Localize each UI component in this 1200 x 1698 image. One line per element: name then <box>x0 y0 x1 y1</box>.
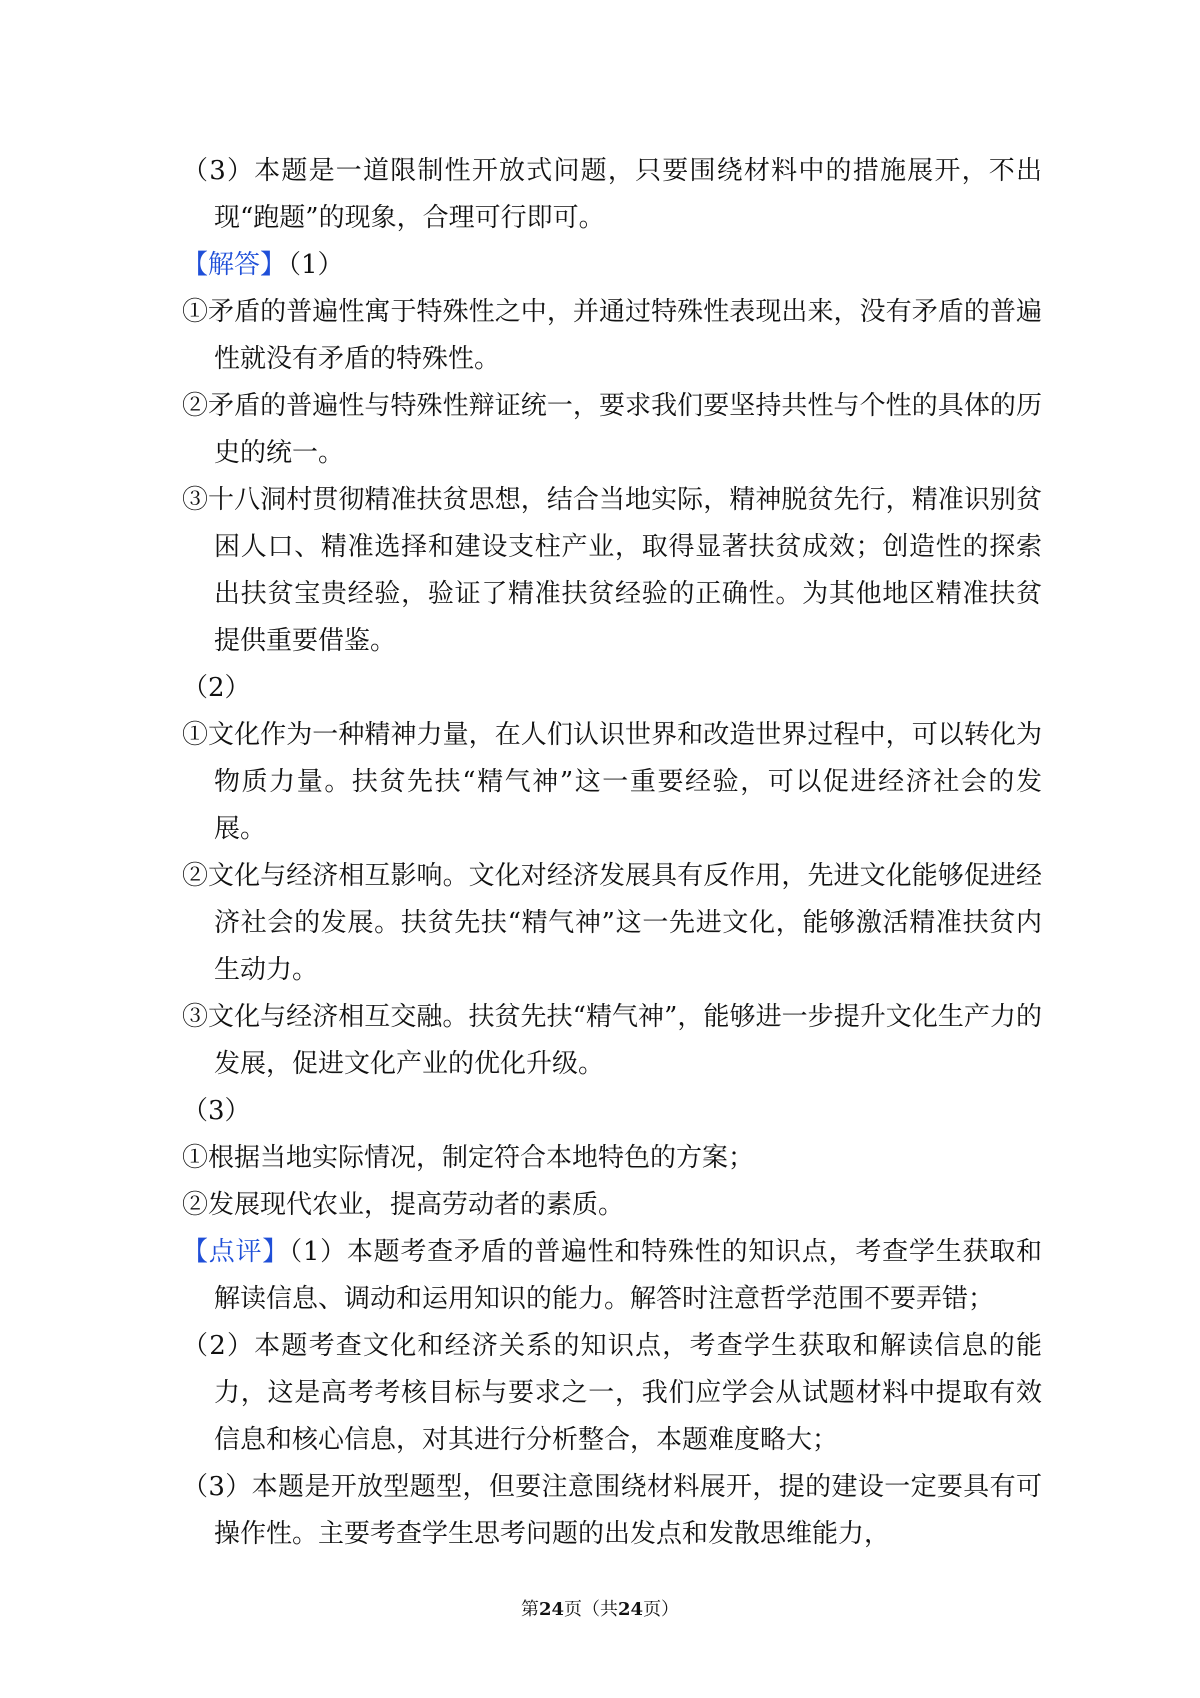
page-footer <box>0 1595 1200 1621</box>
footer-middle: 页（共 <box>564 1599 618 1620</box>
footer-prefix: 第 <box>520 1599 539 1620</box>
document-body <box>182 148 1042 1558</box>
answer-part2-item: ①文化作为一种精神力量，在人们认识世界和改造世界过程中，可以转化为物质力量。扶贫先扶“精气神”这一重要经验，可以促进经济社会的发展。 <box>182 720 1042 844</box>
footer-total-pages: 24 <box>618 1599 644 1620</box>
comment-tag: 【点评】 <box>182 1237 290 1267</box>
footer-page-number: 24 <box>538 1599 564 1620</box>
comment-paragraph-1 <box>182 1229 1042 1323</box>
answer-part1-item: ②矛盾的普遍性与特殊性辩证统一，要求我们要坚持共性与个性的具体的历史的统一。 <box>182 391 1042 468</box>
answer-part3-item: ②发展现代农业，提高劳动者的素质。 <box>182 1190 625 1220</box>
comment-p1-text: （1）本题考查矛盾的普遍性和特殊性的知识点，考查学生获取和解读信息、调动和运用知识的能力。解答时注意哲学范围不要弄错； <box>214 1237 1042 1314</box>
comment-paragraph-2: （2）本题考查文化和经济关系的知识点，考查学生获取和解读信息的能力，这是高考考核目标与要求之一，我们应学会从试题材料中提取有效信息和核心信息，对其进行分析整合，本题难度略大； <box>182 1331 1042 1455</box>
comment-paragraph-3: （3）本题是开放型题型，但要注意围绕材料展开，提的建设一定要具有可操作性。主要考查学生思考问题的出发点和发散思维能力， <box>182 1472 1042 1549</box>
answer-part3-number: （3） <box>182 1096 251 1126</box>
answer-tag: 【解答】 <box>182 250 287 280</box>
answer-part2-item: ③文化与经济相互交融。扶贫先扶“精气神”，能够进一步提升文化生产力的发展，促进文化产业的优化升级。 <box>182 1002 1042 1079</box>
intro-paragraph: （3）本题是一道限制性开放式问题，只要围绕材料中的措施展开，不出现“跑题”的现象，合理可行即可。 <box>182 156 1042 233</box>
answer-heading <box>182 242 1042 289</box>
answer-part1-item: ③十八洞村贯彻精准扶贫思想，结合当地实际，精神脱贫先行，精准识别贫困人口、精准选择和建设支柱产业，取得显著扶贫成效；创造性的探索出扶贫宝贵经验，验证了精准扶贫经验的正确性。为其他地区精准扶贫提供重要借鉴。 <box>182 485 1042 656</box>
answer-part1-number: （1） <box>288 250 344 280</box>
answer-part1-item: ①矛盾的普遍性寓于特殊性之中，并通过特殊性表现出来，没有矛盾的普遍性就没有矛盾的特殊性。 <box>182 297 1042 374</box>
answer-part2-item: ②文化与经济相互影响。文化对经济发展具有反作用，先进文化能够促进经济社会的发展。扶贫先扶“精气神”这一先进文化，能够激活精准扶贫内生动力。 <box>182 861 1042 985</box>
answer-part2-number: （2） <box>182 673 251 703</box>
footer-suffix: 页） <box>643 1599 680 1620</box>
answer-part3-item: ①根据当地实际情况，制定符合本地特色的方案； <box>182 1143 755 1173</box>
